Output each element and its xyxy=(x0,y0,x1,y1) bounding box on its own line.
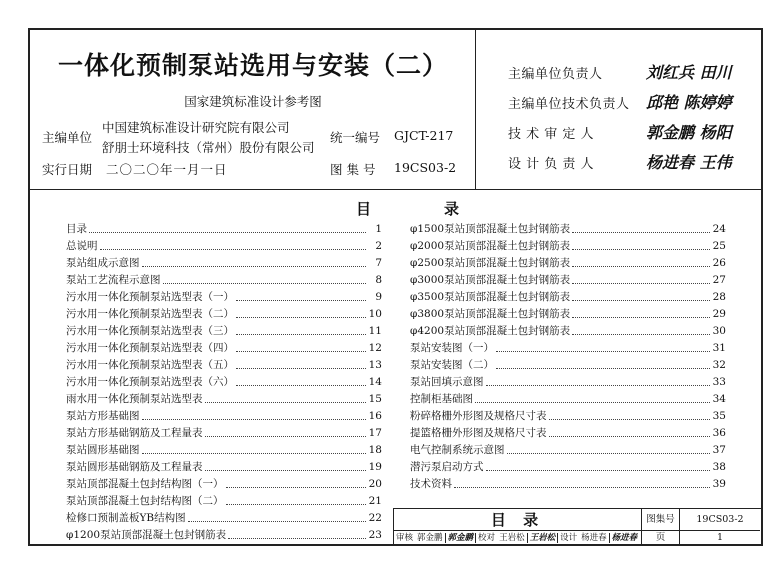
toc-leader-dots xyxy=(228,530,366,539)
toc-leader-dots xyxy=(236,292,366,301)
toc-entry-page: 30 xyxy=(712,324,726,337)
toc-leader-dots xyxy=(572,241,710,250)
toc-leader-dots xyxy=(572,309,710,318)
signature-names: 郭金鹏 杨阳 xyxy=(646,123,732,142)
code-value: GJCT-217 xyxy=(394,128,454,143)
toc-leader-dots xyxy=(236,377,366,386)
toc-entry xyxy=(410,390,726,407)
toc-entry-title: φ2500泵站顶部混凝土包封钢筋表 xyxy=(410,257,571,269)
toc-entry-title: φ3000泵站顶部混凝土包封钢筋表 xyxy=(410,274,571,286)
check-name: 王岩松 xyxy=(499,533,525,543)
signature-label: 主编单位负责人 xyxy=(508,67,603,82)
toc-entry-title: 污水用一体化预制泵站选型表（四） xyxy=(66,342,234,354)
toc-entry xyxy=(66,373,382,390)
cover-header xyxy=(30,30,761,190)
toc-entry xyxy=(66,509,382,526)
review-signature: 郭金鹏 xyxy=(445,533,476,543)
toc-entry xyxy=(410,373,726,390)
signature-row xyxy=(508,60,732,83)
toc-leader-dots xyxy=(572,258,710,267)
toc-entry-page: 19 xyxy=(368,460,382,473)
toc-entry xyxy=(410,322,726,339)
toc-entry-title: 泵站安装图（一） xyxy=(410,342,494,354)
title-block-atlas-label: 图集号 xyxy=(642,509,680,531)
drawing-frame xyxy=(28,28,763,546)
toc-entry-page: 39 xyxy=(712,477,726,490)
toc-leader-dots xyxy=(142,258,367,267)
toc-leader-dots xyxy=(236,360,366,369)
toc-entry-title: 控制柜基础图 xyxy=(410,393,473,405)
review-name: 郭金鹏 xyxy=(417,533,443,543)
toc-entry-page: 2 xyxy=(375,239,382,252)
toc-entry-title: 雨水用一体化预制泵站选型表 xyxy=(66,393,203,405)
toc-entry-page: 26 xyxy=(712,256,726,269)
signature-row xyxy=(508,120,732,143)
design-signature: 杨进春 xyxy=(609,533,640,543)
toc-entry-title: 污水用一体化预制泵站选型表（一） xyxy=(66,291,234,303)
toc-leader-dots xyxy=(236,326,366,335)
toc-leader-dots xyxy=(507,445,711,454)
toc-entry xyxy=(410,220,726,237)
toc-leader-dots xyxy=(475,394,710,403)
toc-heading-right: 录 xyxy=(444,200,460,218)
toc-entry-page: 1 xyxy=(375,222,382,235)
toc-entry xyxy=(410,424,726,441)
toc-entry xyxy=(410,254,726,271)
toc-entry-title: 泵站组成示意图 xyxy=(66,257,140,269)
toc-entry-page: 28 xyxy=(712,290,726,303)
toc-leader-dots xyxy=(486,462,711,471)
toc-entry xyxy=(66,356,382,373)
toc-entry xyxy=(66,424,382,441)
toc-entry-title: 总说明 xyxy=(66,240,98,252)
toc-leader-dots xyxy=(496,343,710,352)
toc-entry-page: 23 xyxy=(368,528,382,541)
toc-leader-dots xyxy=(89,224,366,233)
toc-entry xyxy=(66,492,382,509)
toc-entry-page: 9 xyxy=(375,290,382,303)
toc-entry xyxy=(66,237,382,254)
toc-entry-title: 泵站回填示意图 xyxy=(410,376,484,388)
toc-entry-title: 泵站方形基础钢筋及工程量表 xyxy=(66,427,203,439)
toc-entry xyxy=(66,475,382,492)
toc-entry-page: 37 xyxy=(712,443,726,456)
check-signature: 王岩松 xyxy=(527,533,558,543)
toc-entry-page: 20 xyxy=(368,477,382,490)
toc-entry-title: 提篮格栅外形图及规格尺寸表 xyxy=(410,427,547,439)
signature-names: 杨进春 王伟 xyxy=(646,153,732,172)
toc-entry-title: 泵站方形基础图 xyxy=(66,410,140,422)
toc-heading-left: 目 xyxy=(356,200,372,218)
toc-entry xyxy=(410,339,726,356)
toc-leader-dots xyxy=(226,496,367,505)
toc-entry-page: 15 xyxy=(368,392,382,405)
toc-leader-dots xyxy=(205,462,367,471)
toc-entry-page: 35 xyxy=(712,409,726,422)
toc-entry-title: φ1500泵站顶部混凝土包封钢筋表 xyxy=(410,223,571,235)
toc-entry-title: φ3500泵站顶部混凝土包封钢筋表 xyxy=(410,291,571,303)
toc-leader-dots xyxy=(205,428,367,437)
toc-entry xyxy=(410,475,726,492)
toc-entry-title: φ4200泵站顶部混凝土包封钢筋表 xyxy=(410,325,571,337)
toc-leader-dots xyxy=(205,394,367,403)
toc-entry-title: 泵站圆形基础图 xyxy=(66,444,140,456)
date-value: 二〇二〇年一月一日 xyxy=(106,162,228,177)
date-label: 实行日期 xyxy=(42,162,93,177)
toc-entry-page: 14 xyxy=(368,375,382,388)
toc-leader-dots xyxy=(163,275,367,284)
toc-entry-title: 泵站顶部混凝土包封结构图（一） xyxy=(66,478,224,490)
signature-row xyxy=(508,150,732,173)
toc-leader-dots xyxy=(572,275,710,284)
toc-leader-dots xyxy=(236,343,366,352)
title-block-page-value: 1 xyxy=(716,532,724,543)
toc-entry xyxy=(410,407,726,424)
editor-org-1: 中国建筑标准设计研究院有限公司 xyxy=(102,120,290,135)
toc-leader-dots xyxy=(549,428,711,437)
toc-leader-dots xyxy=(572,224,710,233)
signature-names: 刘红兵 田川 xyxy=(646,63,732,82)
toc-entry xyxy=(66,458,382,475)
toc-entry xyxy=(66,254,382,271)
toc-entry-title: φ1200泵站顶部混凝土包封钢筋表 xyxy=(66,529,227,541)
toc-entry-title: φ3800泵站顶部混凝土包封钢筋表 xyxy=(410,308,571,320)
title-block-atlas-value: 19CS03-2 xyxy=(680,509,760,531)
toc-entry-page: 13 xyxy=(368,358,382,371)
signature-label: 主编单位技术负责人 xyxy=(508,97,630,112)
review-label: 审核 xyxy=(396,533,414,543)
toc-entry-page: 27 xyxy=(712,273,726,286)
toc-entry xyxy=(66,441,382,458)
title-block-name: 目 录 xyxy=(394,509,642,531)
toc-leader-dots xyxy=(188,513,366,522)
toc-entry-title: 污水用一体化预制泵站选型表（二） xyxy=(66,308,234,320)
toc-entry-page: 21 xyxy=(368,494,382,507)
toc-entry xyxy=(410,271,726,288)
toc-entry xyxy=(66,288,382,305)
atlas-number-label: 图 集 号 xyxy=(330,162,376,177)
toc-entry-title: 潜污泵启动方式 xyxy=(410,461,484,473)
toc-entry xyxy=(66,271,382,288)
atlas-title: 一体化预制泵站选用与安装（二） xyxy=(57,51,448,80)
toc-leader-dots xyxy=(142,445,367,454)
atlas-number-value: 19CS03-2 xyxy=(394,160,457,175)
toc-entry-page: 31 xyxy=(712,341,726,354)
toc-entry xyxy=(410,237,726,254)
signature-row xyxy=(508,90,732,113)
signature-label: 设 计 负 责 人 xyxy=(508,157,595,172)
toc-entry xyxy=(410,458,726,475)
toc-entry xyxy=(66,220,382,237)
editor-label: 主编单位 xyxy=(42,130,93,145)
toc-entry-page: 24 xyxy=(712,222,726,235)
toc-entry-title: 污水用一体化预制泵站选型表（五） xyxy=(66,359,234,371)
title-block-page-label: 页 xyxy=(642,531,680,545)
toc-entry-title: 电气控制系统示意图 xyxy=(410,444,505,456)
toc-entry xyxy=(410,441,726,458)
toc-leader-dots xyxy=(142,411,367,420)
toc-entry-title: 粉碎格栅外形图及规格尺寸表 xyxy=(410,410,547,422)
toc-entry-title: 泵站顶部混凝土包封结构图（二） xyxy=(66,495,224,507)
toc-entry xyxy=(66,305,382,322)
toc-right-column xyxy=(410,220,726,492)
code-label: 统一编号 xyxy=(330,130,381,145)
toc-leader-dots xyxy=(454,479,710,488)
toc-entry-page: 18 xyxy=(368,443,382,456)
toc-entry-page: 7 xyxy=(375,256,382,269)
atlas-subtitle: 国家建筑标准设计参考图 xyxy=(184,94,322,109)
toc-entry xyxy=(66,526,382,543)
toc-entry-page: 12 xyxy=(368,341,382,354)
toc-entry xyxy=(410,305,726,322)
toc-entry-title: 技术资料 xyxy=(410,478,452,490)
header-info-panel xyxy=(30,30,476,189)
toc-entry-page: 17 xyxy=(368,426,382,439)
toc-entry-title: 泵站安装图（二） xyxy=(410,359,494,371)
signature-names: 邱艳 陈婷婷 xyxy=(646,93,732,112)
title-block-signoff xyxy=(394,531,642,545)
toc-entry xyxy=(66,322,382,339)
toc-entry-page: 32 xyxy=(712,358,726,371)
toc-leader-dots xyxy=(100,241,367,250)
toc-entry xyxy=(66,390,382,407)
check-label: 校对 xyxy=(475,533,497,543)
toc-entry-page: 8 xyxy=(375,273,382,286)
toc-entry-page: 25 xyxy=(712,239,726,252)
toc-entry-title: 污水用一体化预制泵站选型表（三） xyxy=(66,325,234,337)
toc-entry-page: 33 xyxy=(712,375,726,388)
toc-entry-title: 污水用一体化预制泵站选型表（六） xyxy=(66,376,234,388)
toc-entry-title: 泵站工艺流程示意图 xyxy=(66,274,161,286)
toc-leader-dots xyxy=(572,326,710,335)
toc-entry-title: 目录 xyxy=(66,223,87,235)
toc-entry-page: 11 xyxy=(368,324,382,337)
toc-entry-title: 检修口预制盖板YB结构图 xyxy=(66,512,186,524)
toc-entry-title: φ2000泵站顶部混凝土包封钢筋表 xyxy=(410,240,571,252)
toc-left-column xyxy=(66,220,382,543)
toc-leader-dots xyxy=(549,411,711,420)
design-label: 设计 xyxy=(557,533,579,543)
toc-leader-dots xyxy=(226,479,367,488)
toc-entry xyxy=(66,407,382,424)
toc-leader-dots xyxy=(496,360,710,369)
editor-org-2: 舒朋士环境科技（常州）股份有限公司 xyxy=(102,140,315,155)
toc-entry-page: 16 xyxy=(368,409,382,422)
toc-entry-title: 泵站圆形基础钢筋及工程量表 xyxy=(66,461,203,473)
toc-entry-page: 36 xyxy=(712,426,726,439)
toc-entry xyxy=(410,288,726,305)
design-name: 杨进春 xyxy=(581,533,607,543)
toc-entry xyxy=(410,356,726,373)
toc-entry xyxy=(66,339,382,356)
toc-leader-dots xyxy=(236,309,366,318)
toc-entry-page: 38 xyxy=(712,460,726,473)
toc-entry-page: 34 xyxy=(712,392,726,405)
title-block xyxy=(393,508,761,544)
toc-entry-page: 29 xyxy=(712,307,726,320)
toc-leader-dots xyxy=(572,292,710,301)
toc-entry-page: 22 xyxy=(368,511,382,524)
toc-entry-page: 10 xyxy=(368,307,382,320)
signature-label: 技 术 审 定 人 xyxy=(508,127,595,142)
toc-leader-dots xyxy=(486,377,711,386)
